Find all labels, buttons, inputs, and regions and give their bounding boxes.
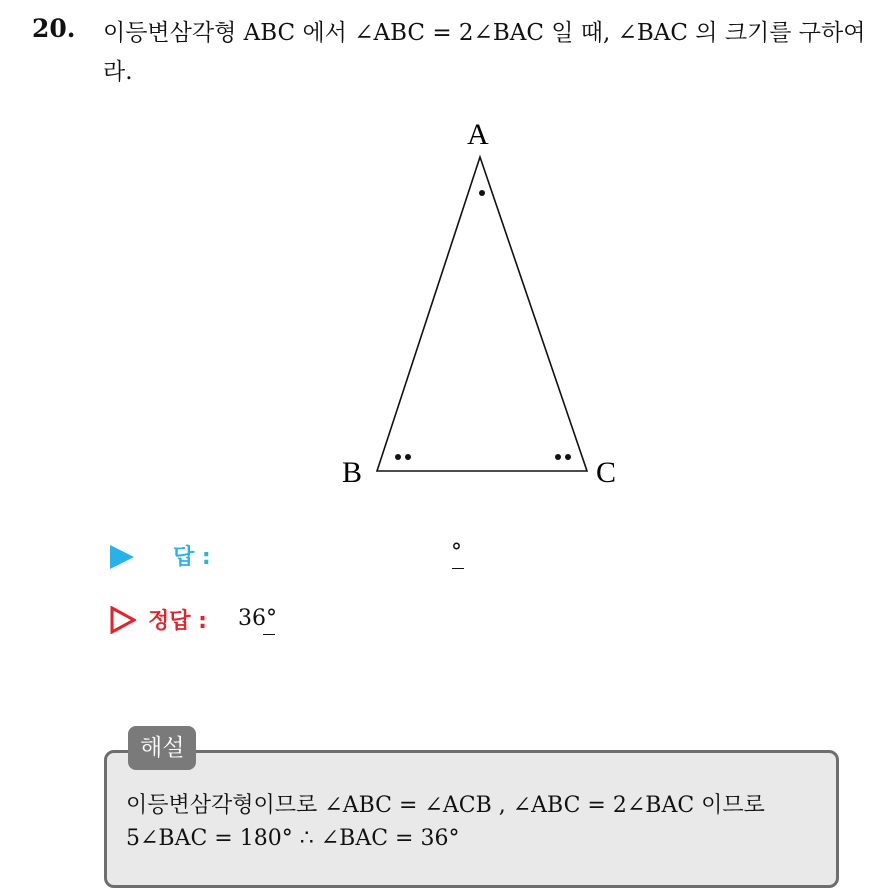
solution-tag: 해설 [128,726,196,770]
solution-line-1: 이등변삼각형이므로 ∠ABC = ∠ACB , ∠ABC = 2∠BAC 이므로 [126,793,765,818]
vertex-label-c: C [596,456,617,489]
angle-mark-c-2 [565,454,571,460]
question-number: 20. [32,14,76,43]
answer-underline [452,568,464,569]
triangle-abc [377,157,587,471]
solution-line-2: 5∠BAC = 180° ∴ ∠BAC = 36° [126,826,460,851]
outline-arrow-icon [110,606,136,634]
vertex-label-a: A [467,118,489,151]
correct-answer-label: 정답 : [148,609,207,634]
question-text: 이등변삼각형 ABC 에서 ∠ABC = 2∠BAC 일 때, ∠BAC 의 크기를 구하여라. [103,20,866,85]
correct-answer-underline [263,634,275,635]
vertex-label-b: B [342,456,363,489]
answer-label: 답 : [173,545,211,570]
correct-answer-value: 36° [238,606,277,631]
angle-mark-b-1 [395,454,401,460]
answer-unit: ° [451,540,462,565]
angle-mark-b-2 [405,454,411,460]
angle-mark-c-1 [555,454,561,460]
angle-mark-a [479,190,485,196]
solution-box [104,750,839,888]
play-arrow-icon [110,545,134,569]
